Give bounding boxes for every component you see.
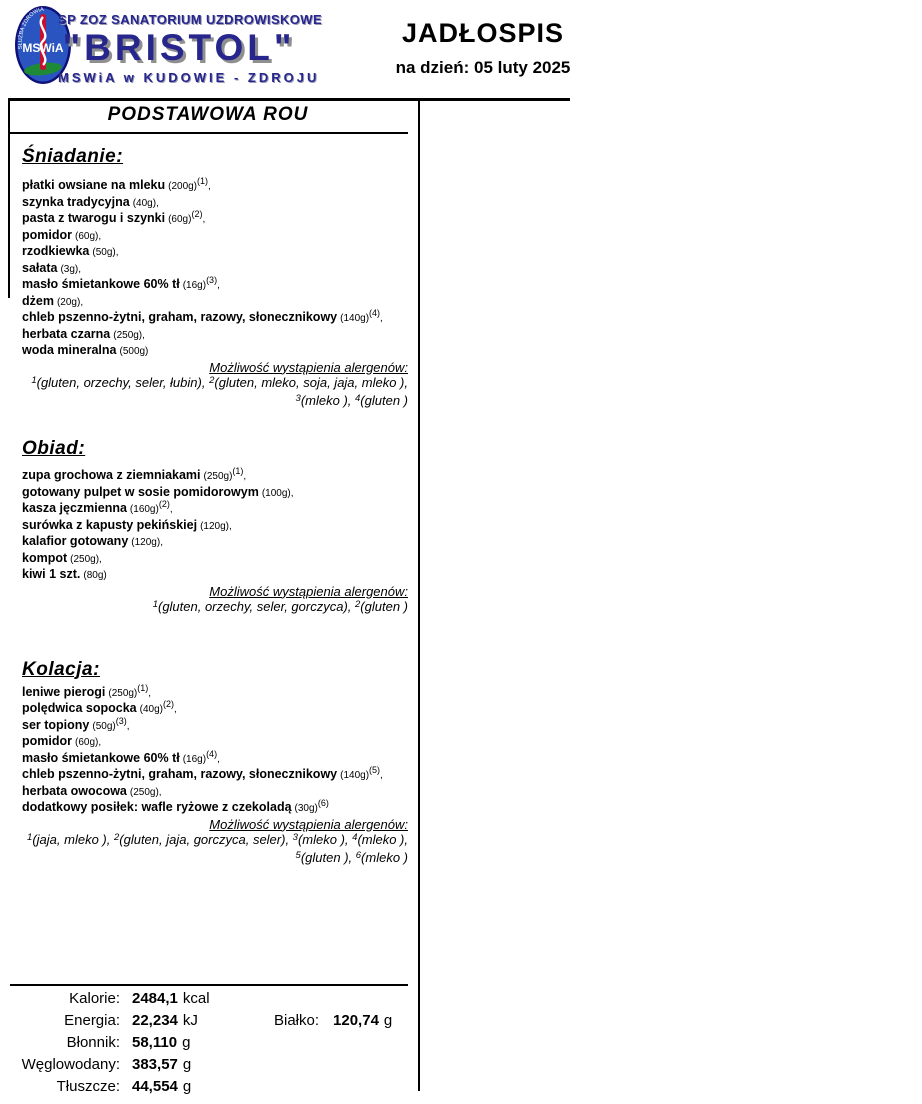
- menu-item-allergen-ref: (3): [206, 275, 218, 285]
- allergen-ref-number: 2: [355, 599, 361, 610]
- allergen-heading: Możliwość wystąpienia alergenów:: [209, 816, 408, 832]
- menu-item: pomidor (60g),: [22, 227, 102, 242]
- menu-item: chleb pszenno-żytni, graham, razowy, słonecznikowy $(140g)^{(4)}$,: [22, 308, 383, 324]
- allergen-ref-number: 6: [355, 849, 362, 861]
- menu-item: [22, 343, 410, 360]
- nutrition-unit: kcal: [182, 990, 210, 1007]
- menu-item: herbata czarna (250g),: [22, 326, 145, 341]
- allergen-list: (mleko ),: [300, 392, 355, 408]
- menu-item: leniwe pierogi $(250g)^{(1)}$,: [22, 682, 152, 699]
- menu-item-weight: (200g): [168, 181, 198, 192]
- document-title: JADŁOSPIS: [401, 18, 565, 48]
- menu-item-name: masło śmietankowe 60% tł: [22, 277, 180, 291]
- nutrition-unit: g: [383, 1012, 393, 1029]
- menu-item-name: polędwica sopocka: [22, 701, 137, 715]
- allergen-line: [8, 850, 408, 868]
- menu-item-allergen-ref: (1): [197, 176, 209, 186]
- nutrition-label: Białko:: [274, 1012, 320, 1029]
- menu-item: herbata owocowa (250g),: [22, 783, 162, 798]
- allergen-list: (jaja, mleko ),: [32, 832, 114, 847]
- org-name-line1: SP ZOZ SANATORIUM UZDROWISKOWE: [58, 12, 323, 27]
- menu-item-name: herbata owocowa: [22, 783, 127, 798]
- menu-item-name: ser topiony: [22, 717, 90, 732]
- menu-item-name: płatki owsiane na mleku: [22, 178, 166, 192]
- menu-item-weight: (50g): [92, 247, 116, 258]
- menu-item: kompot (250g),: [22, 550, 102, 565]
- nutrition-value: 120,74: [333, 1012, 379, 1029]
- allergen-ref-number: 1: [152, 599, 158, 610]
- meals: [8, 136, 410, 867]
- allergen-list: (mleko ),: [297, 832, 353, 847]
- allergen-ref-number: 4: [352, 832, 358, 843]
- nutrition-value: 383,57: [132, 1056, 178, 1073]
- nutrition-row: [8, 1032, 410, 1054]
- menu-item-name: chleb pszenno-żytni, graham, razowy, słonecznikowy: [22, 767, 338, 781]
- nutrition-unit: g: [182, 1078, 192, 1095]
- menu-item: [22, 800, 410, 817]
- nutrition-label: Tłuszcze:: [56, 1078, 120, 1095]
- meal-heading: Obiad:: [22, 438, 86, 459]
- menu-item-name: dżem: [22, 293, 54, 308]
- diet-title: PODSTAWOWA ROU: [107, 104, 309, 125]
- allergen-list: (gluten ),: [300, 849, 356, 865]
- allergen-line: [8, 832, 408, 850]
- organization-block: [58, 12, 323, 85]
- meal-section-1: [8, 438, 410, 617]
- menu-item: pomidor (60g),: [22, 734, 102, 748]
- allergen-ref-number: 5: [295, 849, 301, 861]
- menu-item-weight: (30g): [294, 803, 318, 814]
- menu-item-weight: (250g): [70, 553, 100, 565]
- menu-item-weight: (20g): [56, 296, 81, 308]
- menu-item: ser topiony $(50g)^{(3)}$,: [22, 715, 130, 732]
- menu-item: masło śmietankowe 60% tł $(16g)^{(4)}$,: [22, 748, 220, 765]
- nutrition-value: 44,554: [132, 1078, 178, 1095]
- menu-item-weight: (16g): [182, 280, 207, 291]
- menu-item-allergen-ref: (5): [369, 765, 381, 775]
- allergen-heading: Możliwość wystąpienia alergenów:: [209, 359, 408, 375]
- nutrition-label: Kalorie:: [69, 990, 120, 1007]
- allergen-note: [8, 817, 408, 868]
- menu-item-name: kiwi 1 szt.: [22, 567, 81, 581]
- nutrition-label: Węglowodany:: [21, 1056, 120, 1073]
- menu-item-weight: (50g): [92, 720, 116, 732]
- nutrition-summary: [8, 988, 410, 1098]
- menu-item-name: gotowany pulpet w sosie pomidorowym: [22, 484, 259, 499]
- org-name-line3: MSWiA w KUDOWIE - ZDROJU: [58, 70, 320, 85]
- menu-item-allergen-ref: (4): [206, 748, 218, 759]
- menu-item-weight: (60g): [168, 214, 192, 225]
- menu-item-name: pomidor: [22, 227, 72, 242]
- nutrition-value: 22,234: [132, 1012, 178, 1029]
- allergen-list: (gluten, orzechy, seler, gorczyca),: [157, 599, 355, 614]
- menu-item: zupa grochowa z ziemniakami $(250g)^{(1)}$,: [22, 466, 247, 482]
- menu-item: masło śmietankowe 60% tł $(16g)^{(3)}$,: [22, 275, 220, 291]
- allergen-line: [8, 393, 408, 411]
- allergen-list: (gluten, jaja, gorczyca, seler),: [119, 832, 293, 847]
- menu-item-weight: (250g): [113, 329, 143, 341]
- meal-heading: Śniadanie:: [22, 146, 124, 167]
- menu-item-name: sałata: [22, 260, 58, 275]
- menu-item-name: kompot: [22, 550, 68, 565]
- nutrition-row: [8, 988, 410, 1010]
- menu-item-name: masło śmietankowe 60% tł: [22, 750, 180, 765]
- menu-item: dżem (20g),: [22, 293, 84, 308]
- org-name-bristol: "BRISTOL": [62, 27, 296, 68]
- allergen-ref-number: 1: [31, 375, 37, 386]
- menu-item-weight: (160g): [129, 504, 159, 515]
- menu-item-name: kasza jęczmienna: [22, 501, 127, 515]
- menu-item-allergen-ref: (1): [137, 682, 149, 693]
- menu-item: sałata (3g),: [22, 260, 82, 275]
- logo-arc-text: SŁUŻBA ZDROWIA: [17, 6, 45, 50]
- menu-item: szynka tradycyjna (40g),: [22, 194, 159, 209]
- menu-item-name: surówka z kapusty pekińskiej: [22, 517, 198, 532]
- menu-item-name: leniwe pierogi: [22, 684, 106, 699]
- menu-item-weight: (100g): [261, 487, 291, 499]
- menu-item: chleb pszenno-żytni, graham, razowy, słonecznikowy $(140g)^{(5)}$,: [22, 765, 383, 781]
- menu-item: gotowany pulpet w sosie pomidorowym (100g),: [22, 484, 294, 499]
- menu-item-name: kalafior gotowany: [22, 534, 129, 548]
- menu-item-weight: (16g): [182, 753, 207, 765]
- nutrition-divider-line: [10, 984, 408, 986]
- menu-item-weight: (250g): [129, 786, 159, 798]
- menu-item-name: pomidor: [22, 734, 72, 748]
- document-date: na dzień: 05 luty 2025: [395, 58, 571, 77]
- menu-item: polędwica sopocka $(40g)^{(2)}$,: [22, 699, 177, 715]
- menu-item-name: dodatkowy posiłek: wafle ryżowe z czekoladą: [22, 800, 292, 814]
- menu-item-name: szynka tradycyjna: [22, 194, 130, 209]
- meal-section-2: [8, 659, 410, 868]
- nutrition-row: [8, 1054, 410, 1076]
- menu-item-weight: (120g): [200, 520, 229, 532]
- menu-item-allergen-ref: (2): [191, 209, 203, 219]
- nutrition-value: 58,110: [132, 1034, 178, 1051]
- nutrition-value: 2484,1: [132, 990, 178, 1007]
- column-divider-line: [418, 101, 420, 1091]
- menu-item-weight: (140g): [340, 770, 370, 781]
- menu-item-weight: (250g): [203, 471, 233, 482]
- menu-item-name: zupa grochowa z ziemniakami: [22, 468, 201, 482]
- menu-item-weight: (60g): [75, 230, 99, 242]
- allergen-line: [8, 375, 408, 393]
- menu-item: surówka z kapusty pekińskiej (120g),: [22, 517, 232, 532]
- menu-item: [22, 567, 410, 584]
- menu-item-allergen-ref: (3): [115, 715, 127, 726]
- nutrition-unit: kJ: [182, 1012, 198, 1029]
- allergen-note: [8, 360, 408, 411]
- allergen-list: (mleko ): [361, 849, 408, 865]
- menu-item-allergen-ref: (4): [369, 308, 381, 318]
- allergen-list: (mleko ),: [357, 832, 408, 847]
- menu-item-weight: (80g): [83, 570, 107, 581]
- menu-item-allergen-ref: (1): [232, 466, 244, 476]
- allergen-note: [8, 584, 408, 617]
- document-title-block: [372, 18, 594, 78]
- allergen-ref-number: 4: [355, 392, 361, 404]
- menu-item-weight: (40g): [139, 704, 163, 715]
- nutrition-unit: g: [182, 1056, 192, 1073]
- allergen-line: [8, 599, 408, 617]
- menu-item-weight: (3g): [60, 263, 79, 275]
- nutrition-label: Energia:: [64, 1012, 120, 1029]
- diet-title-underline: [8, 132, 408, 134]
- nutrition-label: Błonnik:: [66, 1034, 120, 1051]
- menu-item: kasza jęczmienna $(160g)^{(2)}$,: [22, 499, 173, 515]
- menu-item-name: woda mineralna: [22, 343, 117, 357]
- menu-item-weight: (500g): [119, 346, 149, 357]
- allergen-list: (gluten ): [360, 599, 408, 614]
- allergen-list: (gluten ): [360, 392, 408, 408]
- menu-item-allergen-ref: (6): [317, 798, 329, 808]
- menu-item-weight: (60g): [75, 737, 99, 748]
- logo-text: MSWiA: [22, 41, 64, 55]
- menu-item-name: pasta z twarogu i szynki: [22, 211, 166, 225]
- menu-item: pasta z twarogu i szynki $(60g)^{(2)}$,: [22, 209, 206, 225]
- menu-item-weight: (40g): [132, 197, 157, 209]
- menu-item: kalafior gotowany (120g),: [22, 534, 163, 548]
- menu-item-name: chleb pszenno-żytni, graham, razowy, słonecznikowy: [22, 310, 338, 324]
- allergen-list: (gluten, orzechy, seler, łubin),: [36, 375, 210, 390]
- header-divider-line: [8, 98, 570, 101]
- menu-item-name: herbata czarna: [22, 326, 111, 341]
- allergen-ref-number: 2: [209, 375, 215, 386]
- meal-heading: Kolacja:: [22, 658, 100, 680]
- menu-item-weight: (140g): [340, 313, 370, 324]
- menu-item-name: rzodkiewka: [22, 244, 90, 258]
- menu-item-weight: (120g): [131, 537, 161, 548]
- menu-item-weight: (250g): [108, 687, 138, 699]
- allergen-ref-number: 2: [113, 832, 120, 843]
- menu-item: rzodkiewka (50g),: [22, 244, 119, 258]
- allergen-ref-number: 1: [27, 832, 33, 843]
- menu-item: płatki owsiane na mleku $(200g)^{(1)}$,: [22, 176, 211, 192]
- nutrition-unit: g: [182, 1034, 191, 1051]
- allergen-list: (gluten, mleko, soja, jaja, mleko ),: [214, 375, 408, 390]
- nutrition-row-bialko: [274, 1010, 392, 1032]
- menu-item-allergen-ref: (2): [158, 499, 170, 509]
- allergen-ref-number: 3: [295, 392, 301, 404]
- allergen-heading: Możliwość wystąpienia alergenów:: [209, 583, 408, 599]
- meal-section-0: [8, 146, 410, 410]
- allergen-ref-number: 3: [292, 832, 298, 843]
- menu-item-allergen-ref: (2): [162, 699, 174, 709]
- nutrition-row: [8, 1076, 410, 1098]
